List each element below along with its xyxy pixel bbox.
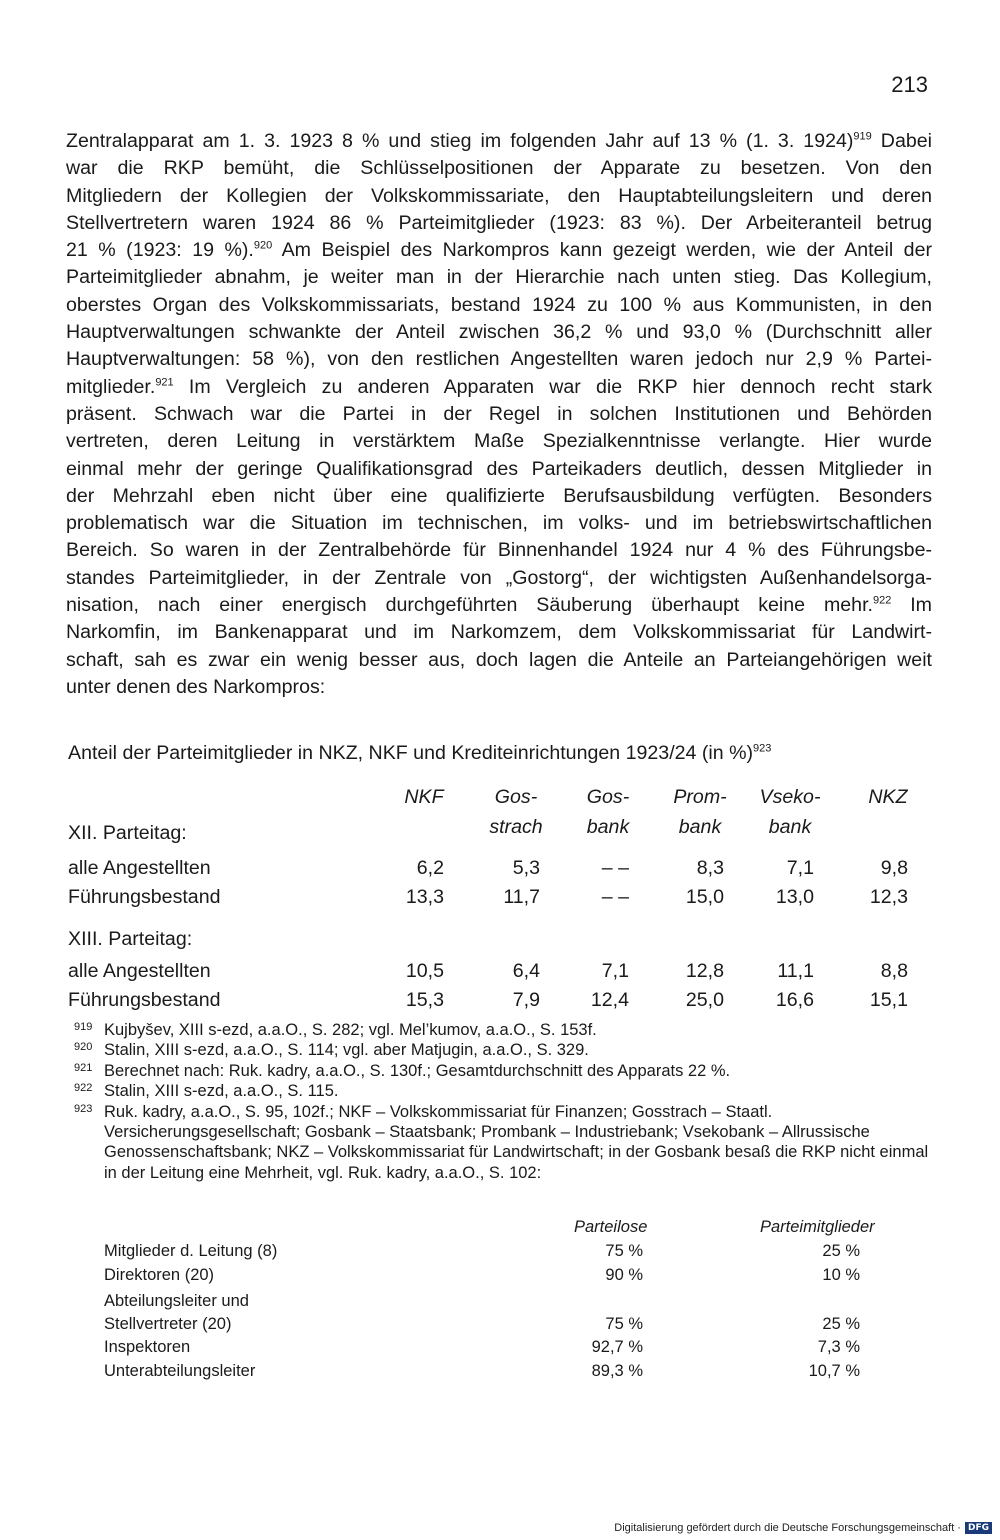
table-cell: 6,2 (416, 857, 444, 879)
table-cell: 89,3 % (591, 1362, 643, 1380)
table-cell: 8,3 (696, 857, 724, 879)
table-cell: 90 % (605, 1266, 643, 1284)
footnote-number: 919 (74, 1021, 93, 1033)
column-header-line: Vseko- (759, 786, 821, 808)
column-header (740, 782, 840, 842)
table-cell: 13,3 (405, 886, 444, 908)
line-text: Am Beispiel des Narkompros kann gezeigt werden, wie der Anteil der (272, 239, 933, 262)
footnote-number: 921 (74, 1061, 93, 1074)
column-header-line: bank (678, 816, 722, 838)
line-text: nisation, nach einer energisch durchgeführten Säuberung überhaupt keine mehr. (66, 594, 873, 617)
column-header-line: Prom- (673, 786, 727, 808)
footnote-text: Kujbyšev, XIII s-ezd, a.a.O., S. 282; vgl. Mel’kumov, a.a.O., S. 153f. (104, 1021, 597, 1039)
table-cell: 25,0 (685, 989, 724, 1011)
row-label: alle Angestellten (68, 960, 211, 982)
row-label: alle Angestellten (68, 857, 211, 879)
footer-text: Digitalisierung gefördert durch die Deutsche Forschungsgemeinschaft · (614, 1522, 961, 1534)
footnote-text: Stalin, XIII s-ezd, a.a.O., S. 115. (104, 1082, 339, 1101)
table-cell: 9,8 (880, 857, 908, 879)
footnote (74, 1061, 944, 1081)
column-header: Parteilose (574, 1218, 648, 1236)
table-cell: 12,3 (869, 886, 908, 908)
footnote-text: Stalin, XIII s-ezd, a.a.O., S. 114; vgl. aber Matjugin, a.a.O., S. 329. (104, 1041, 589, 1060)
row-label: Führungsbestand (68, 886, 221, 908)
paragraph-line (66, 592, 932, 619)
table-cell: 15,3 (405, 989, 444, 1011)
footnote-number: 922 (74, 1082, 93, 1095)
line-text: Im (891, 594, 932, 617)
column-header (650, 782, 750, 842)
table-cell: 16,6 (775, 989, 814, 1011)
page-number: 213 (891, 72, 928, 97)
body-paragraph (66, 128, 932, 701)
table-cell: 10,5 (405, 960, 444, 982)
line-text: vertreten, deren Leitung in verstärktem Maße Spezialkenntnisse verlangte. Hier wurde (66, 430, 932, 453)
line-text: Mitgliedern der Kollegien der Volkskommissariate, den Hauptabteilungsleitern und deren (66, 184, 932, 207)
row-label: Mitglieder d. Leitung (8) (104, 1242, 278, 1260)
table-cell: 92,7 % (591, 1338, 643, 1356)
column-header-line: bank (768, 816, 812, 838)
footnote-ref: 919 (853, 130, 872, 143)
footnote-number: 920 (74, 1041, 93, 1054)
footnote-ref: 920 (253, 239, 273, 252)
line-text: einmal mehr der geringe Qualifikationsgrad des Parteikaders deutlich, dessen Mitglieder in (66, 457, 932, 480)
table-cell: 11,7 (503, 886, 540, 908)
column-header (558, 782, 658, 842)
table-cell: – – (601, 886, 629, 908)
line-text: Bereich. So waren in der Zentralbehörde für Binnenhandel 1924 nur 4 % des Führungsbe- (66, 539, 932, 562)
group-heading: XIII. Parteitag: (68, 928, 193, 950)
line-text: Hauptverwaltungen: 58 %), von den restlichen Angestellten waren jedoch nur 2,9 % Partei- (66, 348, 932, 371)
footnote-number: 923 (74, 1102, 93, 1115)
table-cell: 75 % (605, 1242, 643, 1260)
line-text: standes Parteimitglieder, in der Zentrale von „Gostorg“, der wichtigsten Außenhandelsorga- (66, 566, 932, 589)
paragraph-line (66, 565, 932, 592)
footnote-ref: 922 (872, 594, 892, 607)
paragraph-line (66, 510, 932, 537)
table-cell: 15,1 (869, 989, 908, 1011)
column-header (466, 782, 566, 842)
column-header (374, 782, 474, 812)
table-cell: 11,1 (777, 960, 814, 982)
line-text: schaft, sah es zwar ein wenig besser aus, doch lagen die Anteile an Parteiangehörigen weit (66, 648, 932, 671)
column-header-line: NKZ (868, 786, 908, 808)
column-header-line: Gos- (586, 786, 630, 808)
paragraph-line (66, 537, 932, 564)
column-header-line: strach (489, 816, 543, 838)
paragraph-line (66, 374, 932, 401)
paragraph-line (66, 401, 932, 428)
line-text: Hauptverwaltungen schwankte der Anteil zwischen 36,2 % und 93,0 % (Durchschnitt aller (66, 321, 932, 344)
footnote (74, 1102, 944, 1184)
table-cell: 15,0 (685, 886, 724, 908)
table-cell: 12,8 (685, 960, 724, 982)
table-cell: 13,0 (775, 886, 814, 908)
table-cell: 7,3 % (817, 1338, 860, 1356)
footnote (74, 1040, 944, 1060)
line-text: Stellvertretern waren 1924 86 % Parteimitglieder (1923: 83 %). Der Arbeiteranteil betrug (66, 211, 932, 234)
line-text: Dabei (871, 130, 933, 152)
table-title-text: Anteil der Parteimitglieder in NKZ, NKF und Krediteinrichtungen 1923/24 (in %) (68, 742, 754, 764)
footnote (74, 1081, 944, 1101)
footnote-text: Ruk. kadry, a.a.O., S. 95, 102f.; NKF – Volkskommissariat für Finanzen; Gosstrach – Staatl. Versicherungsgesellschaft; Gosbank – Staatsbank; Prombank – Industriebank; Vsekobank – Allrussische Genossenschaftsbank; NKZ – Volkskommissariat für Landwirtschaft; in der Gosbank besaß die RKP nicht einmal in der Leitung eine Mehrheit, vgl. Ruk. kadry, a.a.O., S. 102: (104, 1102, 929, 1182)
table-cell: 6,4 (512, 960, 540, 982)
paragraph-line (66, 428, 932, 455)
table-cell: 25 % (822, 1242, 860, 1260)
paragraph-line (66, 292, 932, 319)
group-heading: XII. Parteitag: (68, 822, 187, 844)
row-label: Unterabteilungsleiter (104, 1362, 256, 1380)
paragraph-line (66, 346, 932, 373)
paragraph-line (66, 264, 932, 291)
line-text: oberstes Organ des Volkskommissariats, bestand 1924 zu 100 % aus Kommunisten, in den (66, 293, 932, 316)
line-text: Parteimitglieder abnahm, je weiter man in der Hierarchie nach unten stieg. Das Kollegium, (66, 266, 932, 289)
line-text: unter denen des Narkompros: (66, 675, 326, 698)
footnote (74, 1020, 944, 1040)
column-header-line: bank (586, 816, 630, 838)
column-header: Parteimitglieder (760, 1218, 875, 1236)
line-text: Zentralapparat am 1. 3. 1923 8 % und stieg im folgenden Jahr auf 13 % (1. 3. 1924) (66, 130, 854, 152)
paragraph-line (66, 237, 932, 264)
paragraph-line (66, 456, 932, 483)
paragraph-line (66, 155, 932, 182)
line-text: 21 % (1923: 19 %). (66, 239, 254, 262)
paragraph-line (66, 183, 932, 210)
line-text: präsent. Schwach war die Partei in der Regel in solchen Institutionen und Behörden (66, 402, 932, 425)
table-cell: 7,1 (786, 857, 814, 879)
paragraph-line (66, 128, 932, 155)
table-cell: 7,1 (601, 960, 629, 982)
paragraph-line (66, 674, 932, 701)
footnote-ref: 921 (155, 376, 174, 389)
footnote-ref: 923 (753, 742, 772, 755)
table-cell: 5,3 (512, 857, 540, 879)
column-header-line: NKF (404, 786, 444, 808)
table-cell: 7,9 (512, 989, 540, 1011)
dfg-logo: DFG (965, 1522, 992, 1534)
row-label: Direktoren (20) (104, 1266, 215, 1284)
table-title (68, 742, 771, 765)
column-header-line: Gos- (494, 786, 538, 808)
paragraph-line (66, 483, 932, 510)
table-cell: 8,8 (880, 960, 908, 982)
line-text: Im Vergleich zu anderen Apparaten war die RKP hier dennoch recht stark (173, 375, 932, 398)
line-text: problematisch war die Situation im technischen, im volks- und im betriebswirtschaftlichen (66, 512, 932, 535)
line-text: Narkomfin, im Bankenapparat und im Narkomzem, dem Volkskommissariat für Landwirt- (66, 621, 932, 644)
table-cell: – – (601, 857, 629, 879)
table-cell: 10 % (822, 1266, 860, 1284)
paragraph-line (66, 647, 932, 674)
paragraph-line (66, 210, 932, 237)
column-header (838, 782, 938, 812)
table-cell: 12,4 (590, 989, 629, 1011)
line-text: war die RKP bemüht, die Schlüsselpositionen der Apparate zu besetzen. Von den (66, 157, 932, 180)
footer (614, 1522, 992, 1534)
footnote-text: Berechnet nach: Ruk. kadry, a.a.O., S. 130f.; Gesamtdurchschnitt des Apparats 22 %. (104, 1061, 731, 1080)
line-text: der Mehrzahl eben nicht über eine qualifizierte Berufsausbildung verfügten. Besonders (66, 484, 932, 507)
paragraph-line (66, 619, 932, 646)
paragraph-line (66, 319, 932, 346)
row-label: Abteilungsleiter und (104, 1292, 249, 1310)
table-cell: 10,7 % (808, 1362, 860, 1380)
row-label: Stellvertreter (20) (104, 1315, 232, 1333)
line-text: mitglieder. (66, 375, 156, 398)
table-cell: 25 % (822, 1315, 860, 1333)
table-cell: 75 % (605, 1315, 643, 1333)
footnotes (74, 1020, 944, 1183)
row-label: Führungsbestand (68, 989, 221, 1011)
row-label: Inspektoren (104, 1338, 191, 1356)
